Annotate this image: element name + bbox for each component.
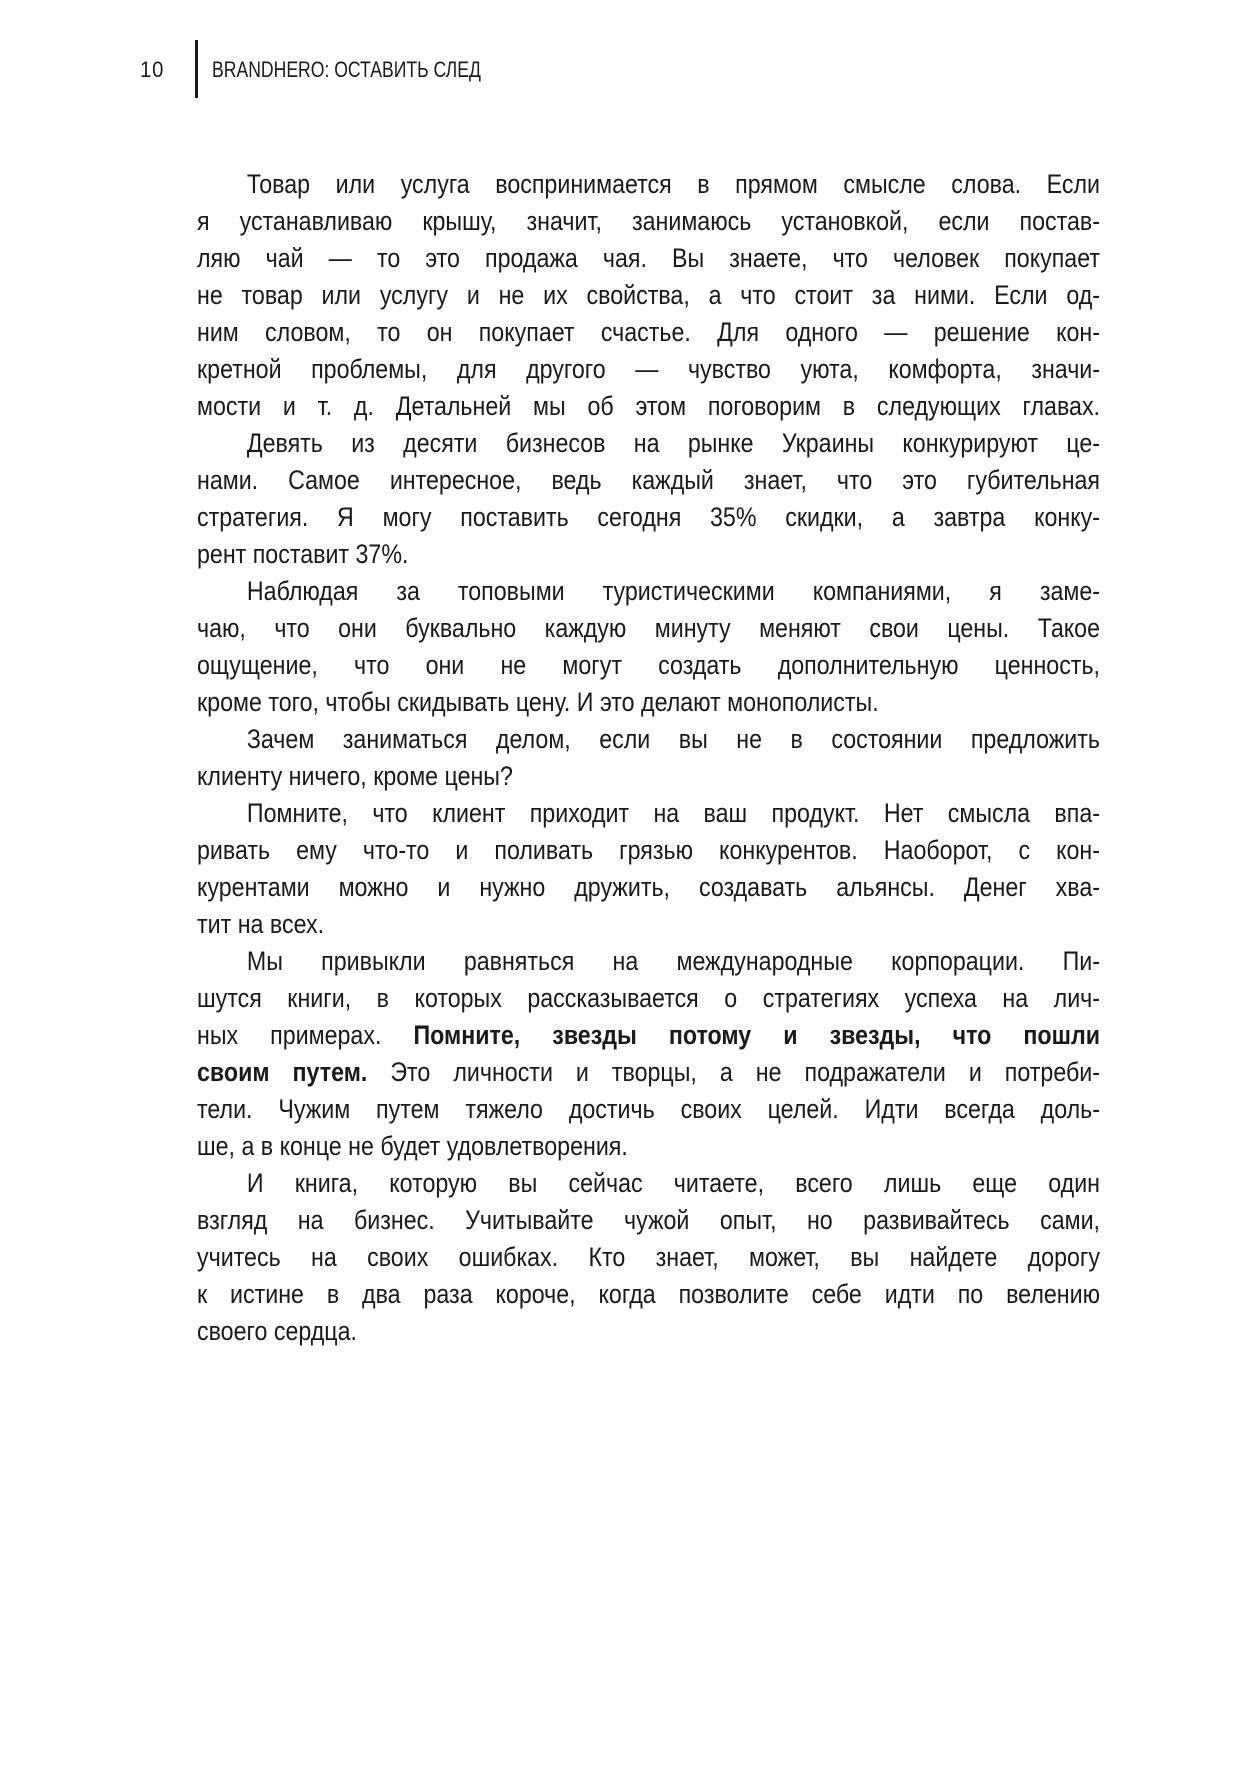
text-line: взгляд на бизнес. Учитывайте чужой опыт, но развивайтесь сами, — [197, 1205, 1100, 1235]
text-line: не товар или услугу и не их свойства, а что стоит за ними. Если од- — [197, 280, 1100, 310]
text-line: тит на всех. — [197, 909, 325, 939]
book-title: BRANDHERO: ОСТАВИТЬ СЛЕД — [212, 57, 481, 82]
text-line: шутся книги, в которых рассказывается о стратегиях успеха на лич- — [197, 983, 1100, 1013]
text-line: ним словом, то он покупает счастье. Для одного — решение кон- — [197, 317, 1100, 347]
text-line: курентами можно и нужно дружить, создавать альянсы. Денег хва- — [197, 872, 1100, 902]
text-line: И книга, которую вы сейчас читаете, всего лишь еще один — [246, 1168, 1100, 1198]
text-line: ше, а в конце не будет удовлетворения. — [197, 1131, 628, 1161]
text-line: мости и т. д. Детальней мы об этом поговорим в следующих главах. — [197, 391, 1100, 421]
text-line: кроме того, чтобы скидывать цену. И это делают монополисты. — [197, 687, 879, 717]
text-line: ляю чай — то это продажа чая. Вы знаете, что человек покупает — [197, 243, 1100, 273]
paragraph-4 — [197, 721, 1100, 795]
text-line: нами. Самое интересное, ведь каждый знает, что это губительная — [197, 465, 1100, 495]
text-line: клиенту ничего, кроме цены? — [197, 761, 513, 791]
paragraph-2 — [197, 425, 1100, 573]
text-line-mixed — [197, 1017, 1100, 1054]
text-line: кретной проблемы, для другого — чувство уюта, комфорта, значи- — [197, 354, 1100, 384]
text-line: к истине в два раза короче, когда позволите себе идти по велению — [197, 1279, 1100, 1309]
text-line: Товар или услуга воспринимается в прямом смысле слова. Если — [246, 169, 1100, 199]
running-head — [0, 38, 1248, 98]
text-line: тели. Чужим путем тяжело достичь своих целей. Идти всегда доль- — [197, 1094, 1100, 1124]
text-line: своего сердца. — [197, 1316, 357, 1346]
text-line: ривать ему что-то и поливать грязью конкурентов. Наоборот, с кон- — [197, 835, 1100, 865]
text-line: Помните, что клиент приходит на ваш продукт. Нет смысла впа- — [246, 798, 1100, 828]
text-line: ощущение, что они не могут создать дополнительную ценность, — [197, 650, 1100, 680]
text-line: учитесь на своих ошибках. Кто знает, может, вы найдете дорогу — [197, 1242, 1100, 1272]
text-span: ных примерах. — [197, 1020, 414, 1050]
text-span: Это личности и творцы, а не подражатели и потреби- — [367, 1057, 1101, 1087]
text-line-mixed — [197, 1054, 1100, 1091]
text-line: Девять из десяти бизнесов на рынке Украины конкурируют це- — [246, 428, 1100, 458]
paragraph-5 — [197, 795, 1100, 943]
header-divider — [195, 40, 198, 98]
emphasis-text: своим путем. — [197, 1057, 368, 1087]
paragraph-1 — [197, 166, 1100, 425]
text-line: я устанавливаю крышу, значит, занимаюсь установкой, если постав- — [197, 206, 1100, 236]
emphasis-text: Помните, звезды потому и звезды, что пошли — [413, 1020, 1100, 1050]
text-line: Мы привыкли равняться на международные корпорации. Пи- — [246, 946, 1100, 976]
text-line: чаю, что они буквально каждую минуту меняют свои цены. Такое — [197, 613, 1100, 643]
text-line: Наблюдая за топовыми туристическими компаниями, я заме- — [246, 576, 1100, 606]
body-text — [197, 166, 1100, 1350]
page-number: 10 — [140, 57, 165, 82]
paragraph-6 — [197, 943, 1100, 1165]
text-line: рент поставит 37%. — [197, 539, 409, 569]
paragraph-3 — [197, 573, 1100, 721]
paragraph-7 — [197, 1165, 1100, 1350]
text-line: Зачем заниматься делом, если вы не в состоянии предложить — [246, 724, 1100, 754]
text-line: стратегия. Я могу поставить сегодня 35% скидки, а завтра конку- — [197, 502, 1100, 532]
